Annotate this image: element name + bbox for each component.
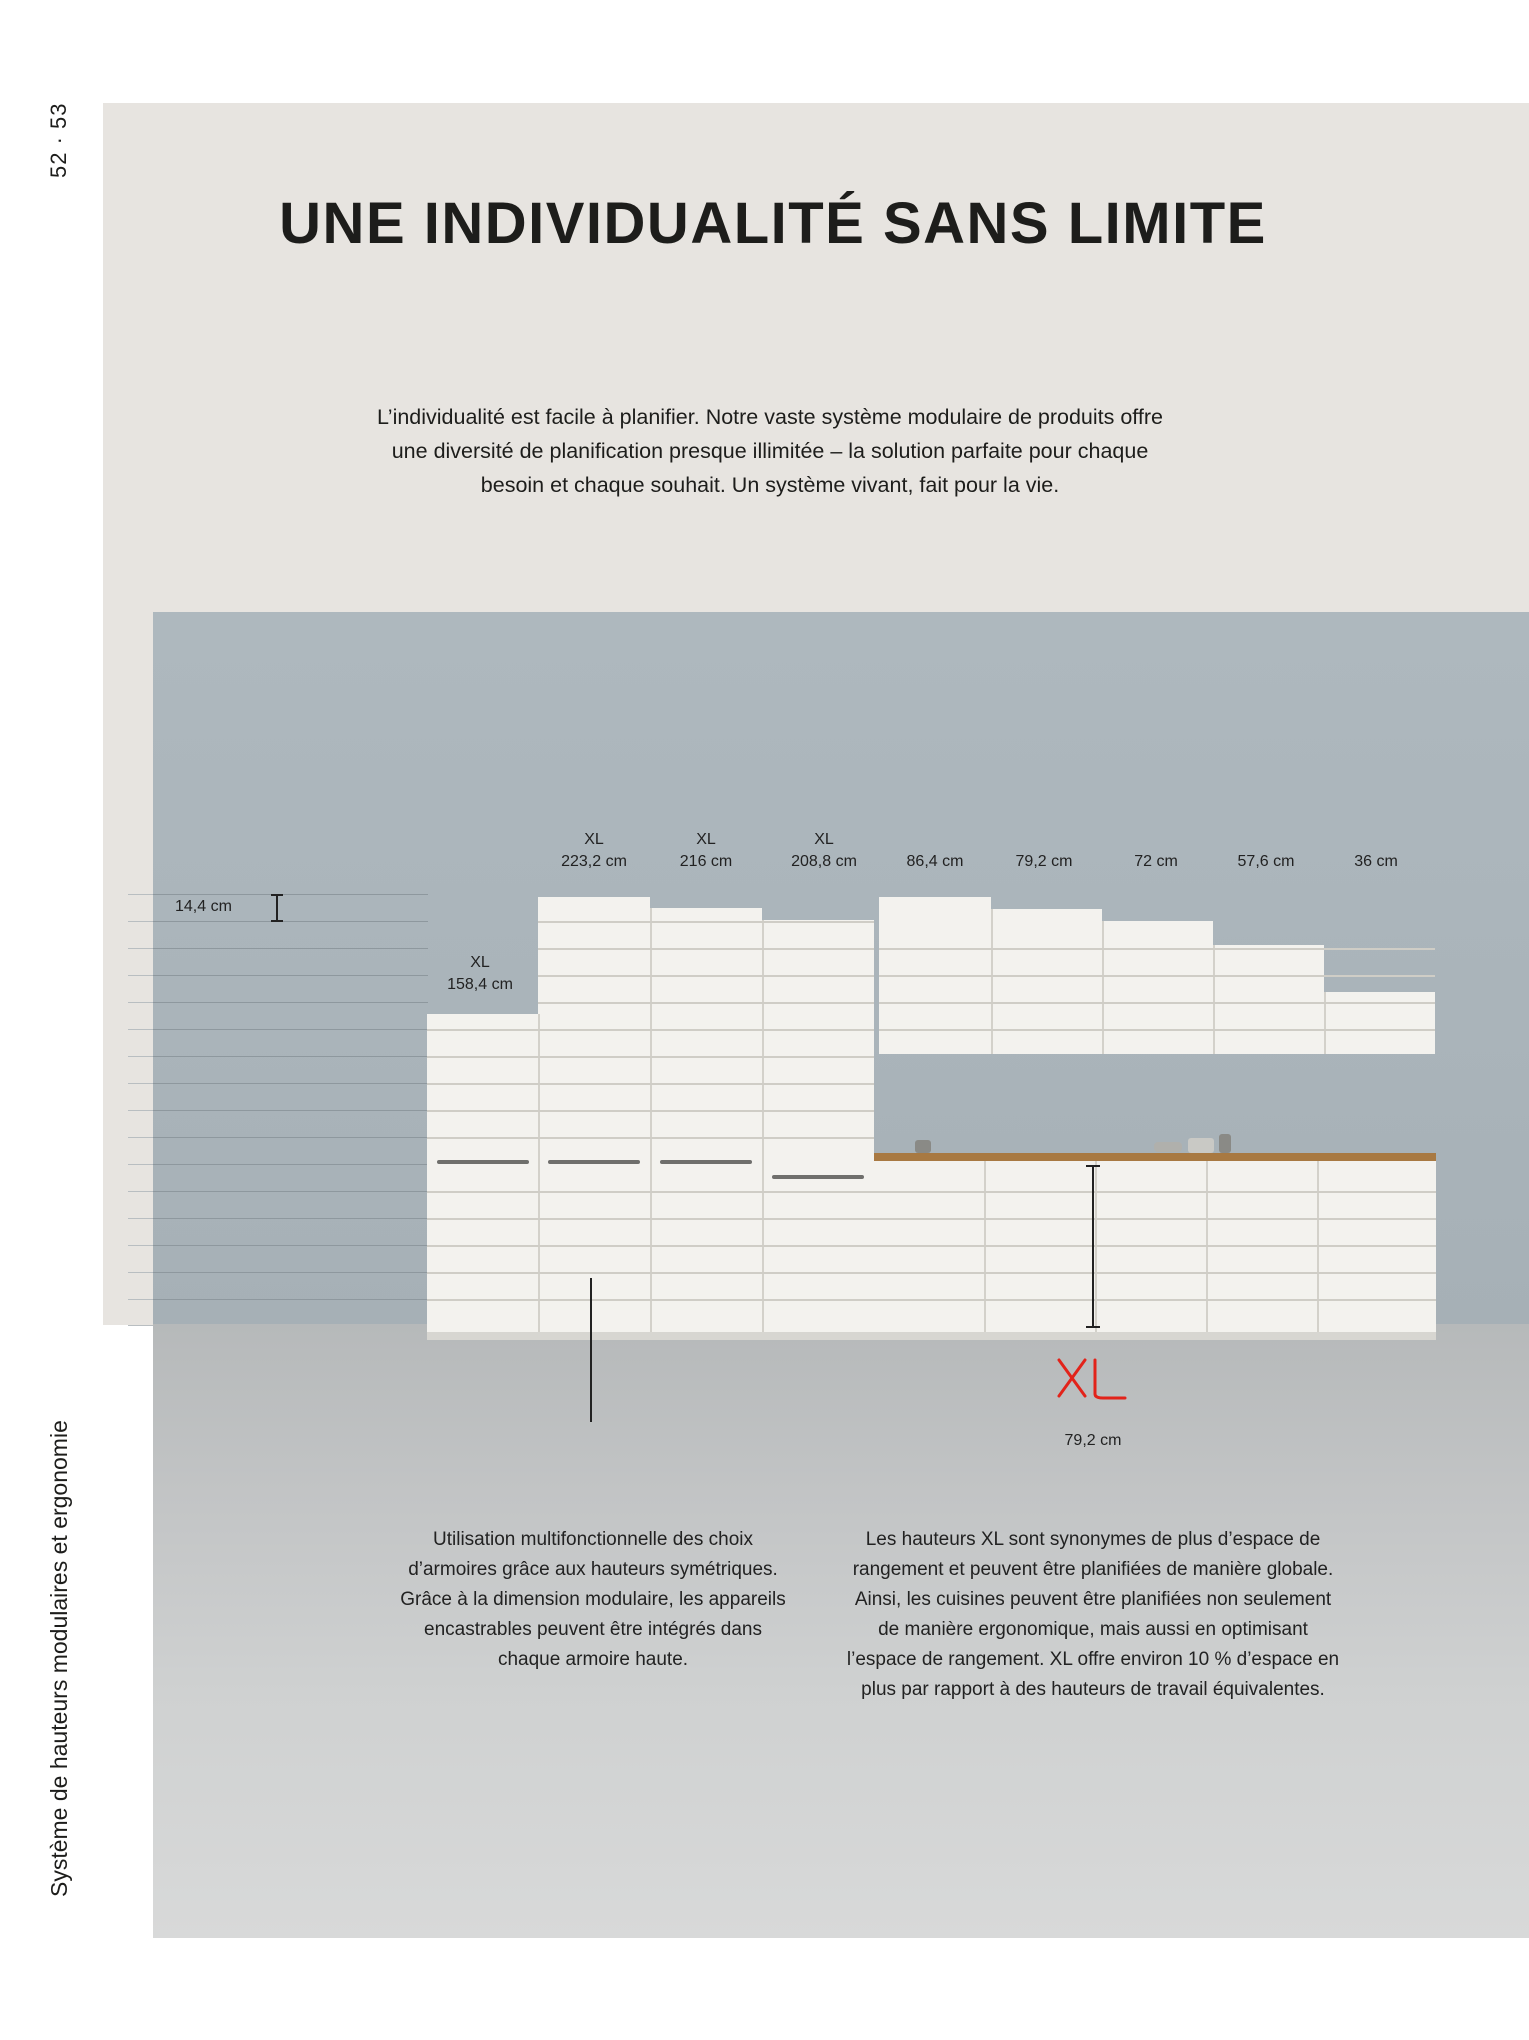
plinth [427, 1332, 1436, 1340]
dimension-label: 86,4 cm [906, 853, 964, 870]
intro-line: une diversité de planification presque illimitée – la solution parfaite pour chaque [391, 439, 1149, 463]
intro-text [300, 400, 1240, 502]
caption-right: Les hauteurs XL sont synonymes de plus d’espace de rangement et peuvent être planifiées de manière globale. Ainsi, les cuisines peuvent être planifiées non seulement de manière ergonomique, mais aussi en optimisant l’espace de rangement. XL offre environ 10 % d’espace en plus par rapport à des hauteurs de travail équivalentes. [846, 1529, 1340, 1700]
dimension-label: 57,6 cm [1237, 853, 1295, 870]
intro-line: L’individualité est facile à planifier. Notre vaste système modulaire de produits offre [377, 405, 1163, 429]
kitchen-photo [153, 612, 1529, 1938]
dimension-label: 72 cm [1134, 853, 1178, 870]
dimension-label: 36 cm [1354, 853, 1398, 870]
dimension-label: XL 216 cm [679, 831, 733, 870]
worktop-height-bar [1092, 1165, 1094, 1327]
section-side-title: Système de hauteurs modulaires et ergonomie [46, 1420, 72, 1897]
dimension-label: 79,2 cm [1015, 853, 1073, 870]
worktop [874, 1153, 1436, 1161]
tall-cabinet-pointer [590, 1278, 592, 1422]
xl-height-label: 79,2 cm [1064, 1432, 1122, 1449]
page-headline: UNE INDIVIDUALITÉ SANS LIMITE [279, 191, 1267, 256]
dimension-label: XL 208,8 cm [791, 831, 857, 870]
dimension-label: XL 223,2 cm [561, 831, 627, 870]
step-label: 14,4 cm [175, 898, 232, 915]
caption-left: Utilisation multifonctionnelle des choix d’armoires grâce aux hauteurs symétriques. Grâce à la dimension modulaire, les appareils encastrables peuvent être intégrés dans chaque armoire haute. [400, 1529, 786, 1670]
page-number: 52 · 53 [46, 102, 71, 178]
dimension-label: XL 158,4 cm [447, 954, 513, 993]
intro-line: besoin et chaque souhait. Un système vivant, fait pour la vie. [480, 473, 1060, 497]
xl-logo [1051, 1354, 1135, 1404]
step-indicator [175, 894, 295, 924]
